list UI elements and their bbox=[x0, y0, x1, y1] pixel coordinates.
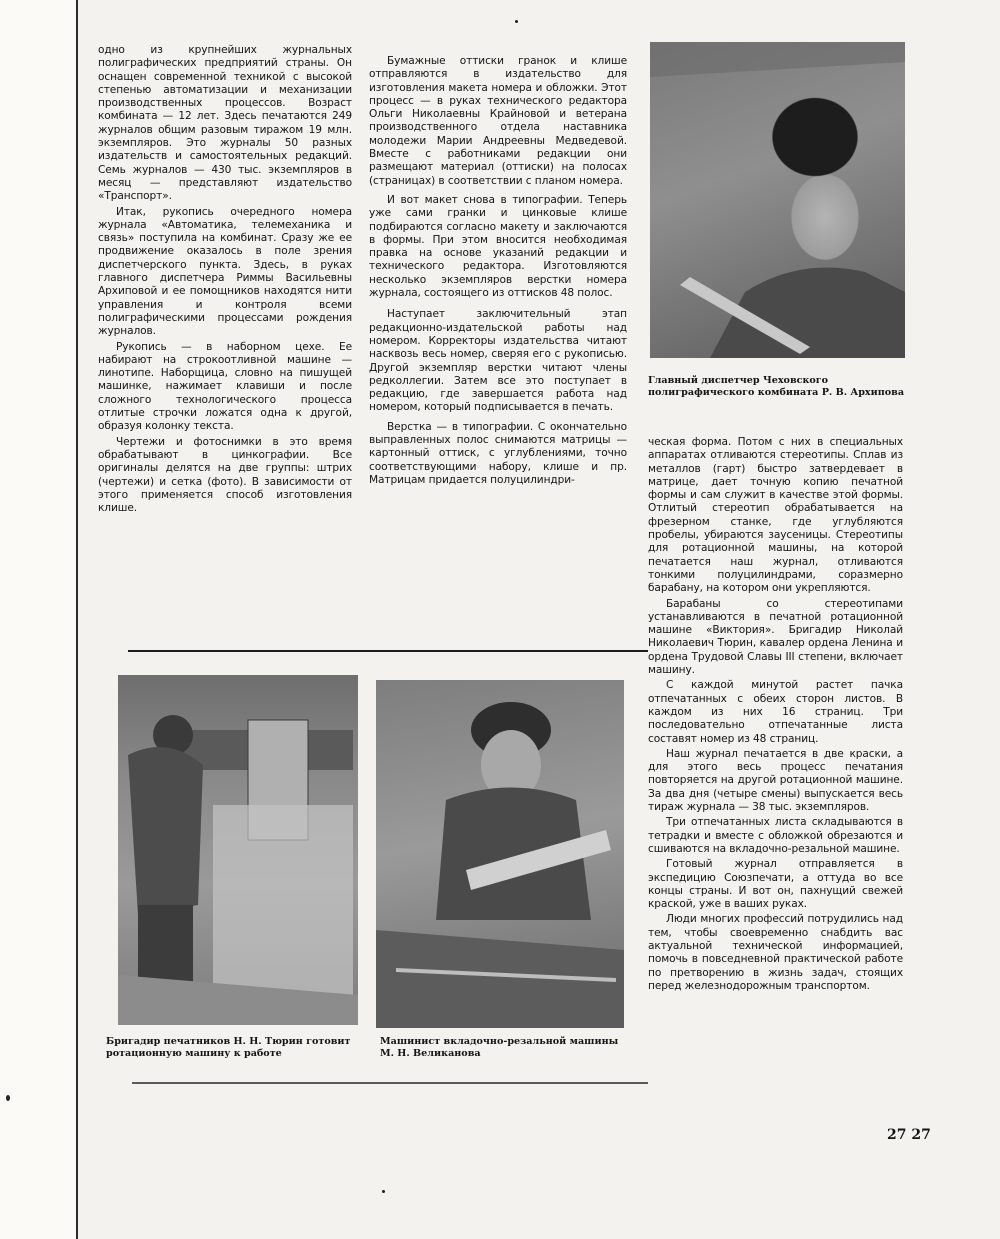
paragraph: Готовый журнал отправляется в экспедицию Союзпечати, а оттуда во все концы страны. И вот он, пахнущий свежей краской, уже в ваших руках. bbox=[648, 858, 903, 911]
paragraph: Барабаны со стереотипами устанавливаются в печатной ротационной машине «Виктория». Бригадир Николай Николаевич Тюрин, кавалер ордена Ленина и ордена Трудовой Славы III степени, включает машину. bbox=[648, 597, 903, 677]
scan-speck bbox=[515, 20, 518, 23]
paragraph: Наш журнал печатается в две краски, а для этого весь процесс печатания повторяется на другой ротационной машине. За два дня (четыре смены) выпускается весь тираж журнала — 38 тыс. экземпляров. bbox=[648, 747, 903, 814]
dispatcher-silhouette-icon bbox=[650, 42, 905, 358]
scan-speck bbox=[6, 1095, 10, 1101]
paragraph: одно из крупнейших журнальных полиграфических предприятий страны. Он оснащен современной техникой с высокой степенью автоматизации и механизации производственных процессов. Возраст комбината — 12 лет. Здесь печатаются 249 журналов общим разовым тиражом 19 млн. экземпляров. Это журналы 50 разных издательств и самостоятельных редакций. Семь журналов — 430 тыс. экземпляров в месяц — представляют издательство «Транспорт». bbox=[98, 44, 352, 203]
page-number: 27 27 bbox=[887, 1127, 931, 1143]
caption-machine-operator: Машинист вкладочно-резальной машины М. Н. Великанова bbox=[380, 1036, 619, 1059]
paragraph: Чертежи и фотоснимки в это время обрабатывают в цинкографии. Все оригиналы делятся на две группы: штрих (чертежи) и сетка (фото). В зависимости от этого применяется способ изготовления клише. bbox=[98, 435, 352, 515]
paragraph: ческая форма. Потом с них в специальных аппаратах отливаются стереотипы. Сплав из металлов (гарт) быстро затвердевает в матрице, дает точную копию печатной формы и сам служит в качестве этой формы. Отлитый стереотип обрабатывается на фрезерном станке, где углубляются пробелы, убираются заусеницы. Стереотипы для ротационной машины, на которой печатается наш журнал, отливаются тонкими полуцилиндрами, соразмерно барабану, на котором они укрепляются. bbox=[648, 436, 903, 595]
text-column-3 bbox=[648, 436, 903, 995]
paragraph: Бумажные оттиски гранок и клише отправляются в издательство для изготовления макета номера и обложки. Этот процесс — в руках технического редактора Ольги Николаевны Крайновой и ветерана производственного отдела наставника молодежи Марии Андреевны Медведевой. Вместе с работниками редакции они размещают материал (оттиски) на полосах (страницах) в соответствии с планом номера. bbox=[369, 55, 627, 187]
operator-scene-icon bbox=[376, 680, 624, 1028]
photo-chief-dispatcher bbox=[650, 42, 905, 358]
paragraph: Рукопись — в наборном цехе. Ее набирают на строкоотливной машине — линотипе. Наборщица, словно на пишущей машинке, нажимает клавиши и после сложного технологического процесса отлитые строчки ложатся одна к другой, образуя колонку текста. bbox=[98, 340, 352, 433]
paragraph: Наступает заключительный этап редакционно-издательской работы над номером. Корректоры издательства читают насквозь весь номер, сверяя его с рукописью. Другой экземпляр верстки читают члены редколлегии. Затем все это поступает в редакцию, где завершается работа над номером, который подписывается в печать. bbox=[369, 308, 627, 414]
paragraph: Три отпечатанных листа складываются в тетрадки и вместе с обложкой обрезаются и сшиваются на вкладочно-резальной машине. bbox=[648, 816, 903, 855]
photo-machine-operator bbox=[376, 680, 624, 1028]
paragraph: Верстка — в типографии. С окончательно выправленных полос снимаются матрицы — картонный оттиск, с углублениями, точно соответствующими набору, клише и пр. Матрицам придается полуцилиндри- bbox=[369, 420, 627, 486]
paragraph: И вот макет снова в типографии. Теперь уже сами гранки и цинковые клише подбираются согласно макету и заключаются в формы. При этом вносится необходимая правка на основе указаний редакции и технического редактора. Изготовляются несколько экземпляров верстки номера журнала, состоящего из оттисков 48 полос. bbox=[369, 193, 627, 300]
divider-rule-top bbox=[128, 650, 648, 652]
paragraph: С каждой минутой растет пачка отпечатанных с обеих сторон листов. В каждом из них 16 страниц. Три последовательно отпечатанные листа составят номер из 48 страниц. bbox=[648, 679, 903, 745]
text-column-1 bbox=[98, 44, 352, 517]
caption-printing-foreman: Бригадир печатников Н. Н. Тюрин готовит ротационную машину к работе bbox=[106, 1036, 351, 1059]
paragraph: Люди многих профессий потрудились над тем, чтобы своевременно снабдить вас актуальной технической информацией, помочь в повседневной практической работе по претворению в жизнь задач, стоящих перед железнодорожным транспортом. bbox=[648, 913, 903, 992]
page-binding-edge-line bbox=[76, 0, 78, 1239]
photo-printing-foreman bbox=[118, 675, 358, 1025]
page-binding-margin bbox=[0, 0, 76, 1239]
scan-speck bbox=[382, 1190, 385, 1193]
printing-machine-scene-icon bbox=[118, 675, 358, 1025]
caption-chief-dispatcher: Главный диспетчер Чеховского полиграфического комбината Р. В. Архипова bbox=[648, 375, 905, 398]
text-column-2 bbox=[369, 55, 627, 489]
divider-rule-bottom bbox=[132, 1082, 648, 1084]
paragraph: Итак, рукопись очередного номера журнала «Автоматика, телемеханика и связь» поступила на комбинат. Сразу же ее продвижение оказалось в поле зрения диспетчерского пункта. Здесь, в руках главного диспетчера Риммы Васильевны Архиповой и ее помощников находятся нити управления и контроля всеми полиграфическими процессами рождения журналов. bbox=[98, 205, 352, 338]
